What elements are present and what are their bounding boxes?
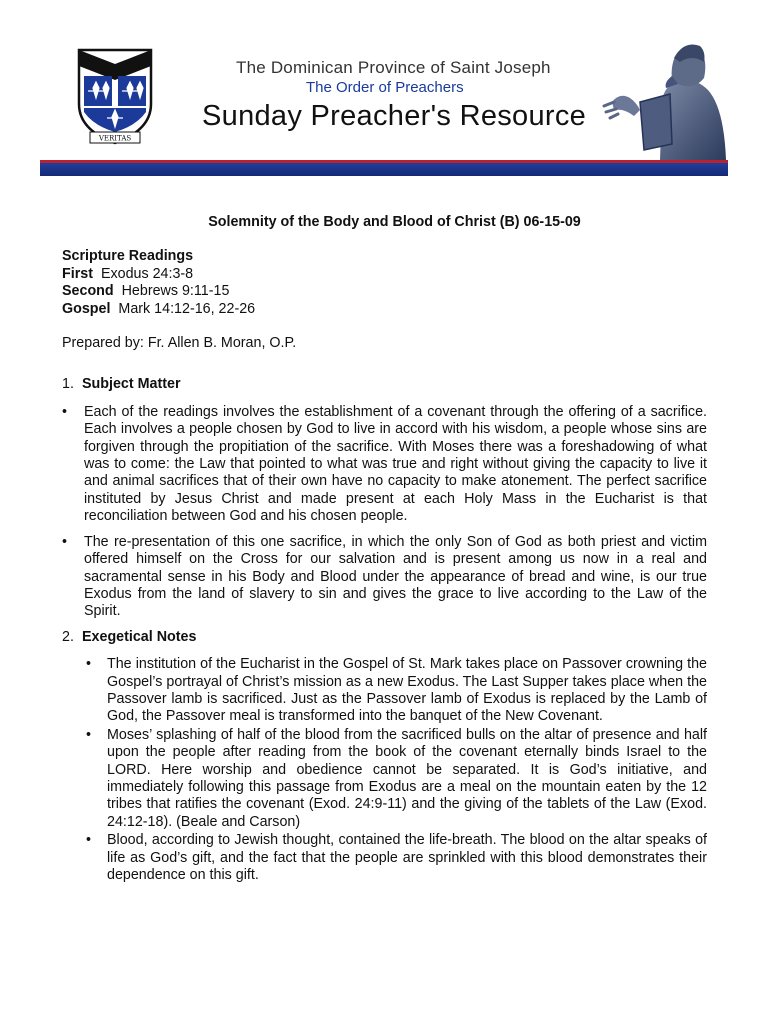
header-color-band — [40, 160, 728, 176]
section-heading-exegetical-notes — [62, 629, 707, 646]
list-item: • Moses’ splashing of half of the blood from the sacrificed bulls on the altar of presence and half upon the people after reading from the book of the covenant eternally binds Israel to the LORD. Here worship and obedience cannot be separated. It is God’s initiative, and immediately following this passage from Exodus are a meal on the mountain eaten by the 12 tribes that ratifies the covenant (Exod. 24:9-11) and the giving of the tablets of the Law (Exod. 24:12-18). (Beale and Carson) — [62, 727, 707, 831]
reading-label: Second — [62, 283, 114, 300]
order-name: The Order of Preachers — [306, 79, 464, 96]
subject-matter-list — [62, 404, 707, 621]
prepared-by: Prepared by: Fr. Allen B. Moran, O.P. — [62, 335, 297, 352]
reading-ref: Mark 14:12-16, 22-26 — [118, 300, 256, 317]
list-item: • Each of the readings involves the establishment of a covenant through the offering of a sacrifice. Each involves a people chosen by God to live in accord with his wisdom, a people whose sins are forgiven through the propitiation of the sacrifice. With Moses there was a foreshadowing of what was to come: the Law that pointed to what was true and right without giving the capacity to live it and animal sacrifices that of their own have no capacity to make atonement. The perfect sacrifice instituted by Jesus Christ and made present at each Holy Mass in the Eucharist is that reconciliation between God and his chosen people. — [62, 404, 707, 526]
reading-gospel — [62, 301, 707, 318]
reading-label: First — [62, 265, 93, 282]
org-name: The Dominican Province of Saint Joseph — [236, 58, 551, 77]
reading-second — [62, 283, 707, 300]
dominican-statue-image — [600, 32, 730, 166]
reading-ref: Hebrews 9:11-15 — [121, 283, 230, 300]
reading-label: Gospel — [62, 300, 111, 317]
list-item: • Blood, according to Jewish thought, contained the life-breath. The blood on the altar speaks of life as God’s gift, and the fact that the people are sprinkled with this blood demonstrates their dependence on this gift. — [62, 832, 707, 884]
exegetical-notes-list — [62, 656, 707, 884]
document-body — [62, 214, 707, 885]
dominican-shield-logo — [76, 46, 154, 146]
reading-ref: Exodus 24:3-8 — [100, 265, 194, 282]
section-title: Subject Matter — [82, 376, 181, 393]
list-item: • The institution of the Eucharist in the Gospel of St. Mark takes place on Passover crowning the Gospel’s portrayal of Christ’s mission as a new Exodus. The Last Supper takes place when the Passover lamb is sacrificed. Just as the Passover lamb of Exodus is replaced by the Lamb of God, the Passover meal is transformed into the banquet of the New Covenant. — [62, 656, 707, 726]
section-number: 2. — [62, 628, 74, 645]
document-title: Solemnity of the Body and Blood of Christ (B) 06-15-09 — [208, 214, 581, 230]
section-number: 1. — [62, 376, 74, 393]
list-item: • The re-presentation of this one sacrifice, in which the only Son of God as both priest and victim offered himself on the Cross for our salvation and is present among us now in a real and sacramental sense in his Body and Blood under the appearance of bread and wine, is our true Exodus from the land of slavery to sin and gives the grace to live according to the Law of the Spirit. — [62, 534, 707, 621]
reading-first — [62, 266, 707, 283]
section-title: Exegetical Notes — [82, 628, 197, 645]
section-heading-subject-matter — [62, 376, 707, 393]
page-header — [0, 0, 768, 180]
seal-motto: VERITAS — [98, 134, 132, 143]
resource-title: Sunday Preacher's Resource — [202, 100, 587, 132]
scripture-readings-heading: Scripture Readings — [62, 248, 194, 265]
